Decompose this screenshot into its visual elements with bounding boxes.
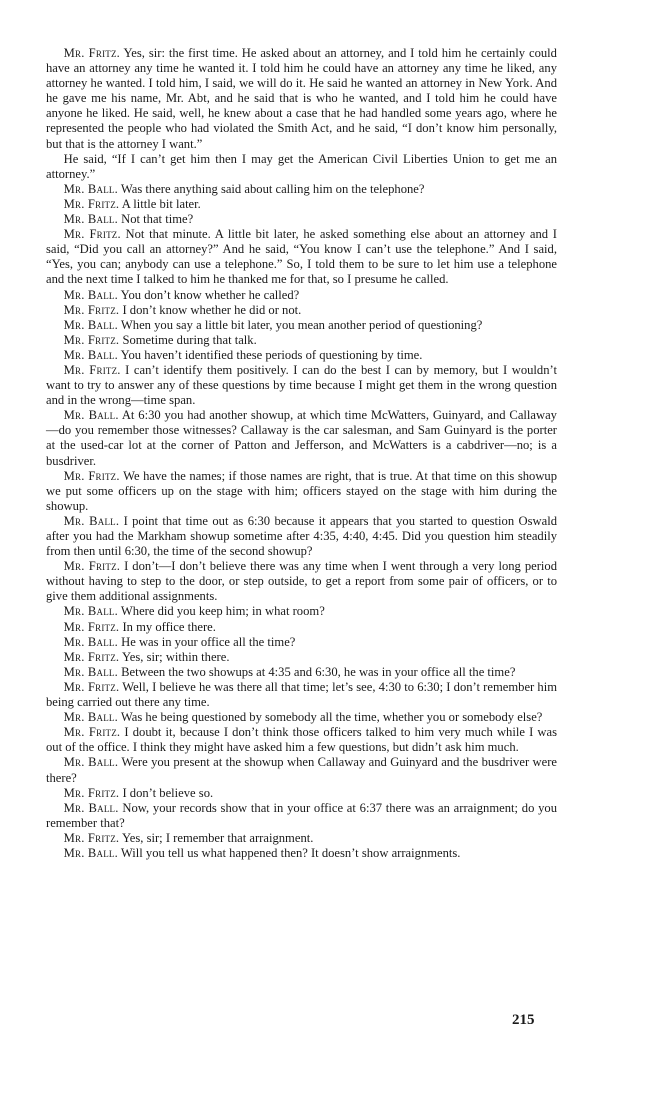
speaker-name: Mr. Fritz. xyxy=(63,362,121,377)
paragraph-text: Where did you keep him; in what room? xyxy=(120,604,325,619)
paragraph-text: Now, your records show that in your office at 6:37 there was an arraignment; do you remember that? xyxy=(46,800,558,830)
speaker-name: Mr. Fritz. xyxy=(63,196,120,211)
speaker-name: Mr. Ball. xyxy=(63,287,118,302)
paragraph-text: I don’t—I don’t believe there was any time when I went through a very long period without having to step to the door, or step outside, to get a report from some pair of officers, or to give them additional assignments. xyxy=(46,559,558,604)
testimony-paragraph xyxy=(46,227,557,287)
paragraph-text: When you say a little bit later, you mean another period of questioning? xyxy=(120,317,483,332)
testimony-paragraph xyxy=(46,318,557,333)
paragraph-text: Well, I believe he was there all that time; let’s see, 4:30 to 6:30; I don’t remember him being carried out there any time. xyxy=(46,679,558,710)
speaker-name: Mr. Ball. xyxy=(63,800,119,815)
testimony-paragraph xyxy=(46,786,557,801)
testimony-paragraph xyxy=(46,469,557,514)
testimony-paragraph xyxy=(46,831,557,846)
testimony-paragraph xyxy=(46,665,557,680)
testimony-paragraph xyxy=(46,514,557,559)
paragraph-text: In my office there. xyxy=(122,619,216,634)
speaker-name: Mr. Ball. xyxy=(63,710,118,725)
testimony-paragraph xyxy=(46,725,557,755)
speaker-name: Mr. Fritz. xyxy=(63,46,121,60)
testimony-paragraph xyxy=(46,46,557,152)
speaker-name: Mr. Ball. xyxy=(63,634,118,649)
testimony-paragraph xyxy=(46,152,557,182)
paragraph-text: I don’t believe so. xyxy=(122,785,214,800)
testimony-paragraph xyxy=(46,710,557,725)
paragraph-text: At 6:30 you had another showup, at which time McWatters, Guinyard, and Callaway—do you remember those witnesses? Callaway is the car salesman, and Sam Guinyard is the porter at the used-car lot at the corner of Patton and Jefferson, and McWatters is a cabdriver—no; is a busdriver. xyxy=(46,408,557,468)
testimony-paragraph xyxy=(46,288,557,303)
speaker-name: Mr. Ball. xyxy=(63,212,118,227)
paragraph-text: Will you tell us what happened then? It doesn’t show arraignments. xyxy=(120,845,461,860)
speaker-name: Mr. Fritz. xyxy=(63,332,120,347)
speaker-name: Mr. Ball. xyxy=(63,845,118,860)
paragraph-text: A little bit later. xyxy=(121,196,201,211)
testimony-paragraph xyxy=(46,197,557,212)
paragraph-text: Yes, sir: the first time. He asked about an attorney, and I told him he certainly could have an attorney any time he wanted it. I told him he could have an attorney any time he liked, any attorney he wanted. I told him, I said, we will do it. He said he wanted an attorney in New York. And he gave me his name, Mr. Abt, and he said that is who he wanted, and I told him he could have anyone he liked. He said, well, he knew about a case that he had handled some years ago, where he represented the people who had violated the Smith Act, and he said, “I don’t know him personally, but that is the attorney I want.” xyxy=(46,46,557,151)
testimony-paragraph xyxy=(46,182,557,197)
testimony-paragraph xyxy=(46,635,557,650)
speaker-name: Mr. Ball. xyxy=(63,664,118,679)
speaker-name: Mr. Fritz. xyxy=(63,302,120,317)
paragraph-text: Not that minute. A little bit later, he asked something else about an attorney and I said, “Did you call an attorney?” And he said, “You know I can’t use the telephone.” And I said, “Yes, you can; anybody can use a telephone.” So, I told them to be sure to let him use a telephone and the next time I talked to him he thanked me for that, so I presume he called. xyxy=(46,227,557,287)
speaker-name: Mr. Ball. xyxy=(63,513,120,528)
paragraph-text: Sometime during that talk. xyxy=(122,332,257,347)
speaker-name: Mr. Fritz. xyxy=(63,468,120,483)
paragraph-text: Was there anything said about calling him on the telephone? xyxy=(120,181,425,196)
speaker-name: Mr. Fritz. xyxy=(63,649,120,664)
testimony-paragraph xyxy=(46,755,557,785)
testimony-paragraph xyxy=(46,680,557,710)
paragraph-text: He was in your office all the time? xyxy=(121,634,296,649)
testimony-paragraph xyxy=(46,363,557,408)
page-number: 215 xyxy=(512,1012,535,1028)
speaker-name: Mr. Fritz. xyxy=(63,227,121,242)
testimony-paragraph xyxy=(46,333,557,348)
paragraph-text: I can’t identify them positively. I can do the best I can by memory, but I wouldn’t want to try to answer any of these questions by time because I might get them in the wrong question and in the wrong—time span. xyxy=(46,362,557,408)
speaker-name: Mr. Ball. xyxy=(63,181,118,196)
paragraph-text: Between the two showups at 4:35 and 6:30, he was in your office all the time? xyxy=(121,664,516,679)
testimony-paragraph xyxy=(46,559,557,604)
testimony-paragraph xyxy=(46,212,557,227)
testimony-paragraph xyxy=(46,604,557,619)
testimony-paragraph xyxy=(46,846,557,861)
paragraph-text: Yes, sir; within there. xyxy=(121,649,230,664)
testimony-page xyxy=(46,46,557,861)
speaker-name: Mr. Ball. xyxy=(63,347,118,362)
paragraph-text: I doubt it, because I don’t think those officers talked to him very much while I was out of the office. I think they might have asked him a few questions, but didn’t ask him much. xyxy=(46,725,557,755)
speaker-name: Mr. Fritz. xyxy=(63,619,120,634)
speaker-name: Mr. Ball. xyxy=(63,408,119,423)
testimony-paragraph xyxy=(46,348,557,363)
paragraph-text: He said, “If I can’t get him then I may get the American Civil Liberties Union to get me an attorney.” xyxy=(46,151,557,181)
speaker-name: Mr. Fritz. xyxy=(63,679,120,694)
paragraph-text: Not that time? xyxy=(121,212,194,227)
testimony-paragraph xyxy=(46,303,557,318)
paragraph-text: I point that time out as 6:30 because it appears that you started to question Oswald after you had the Markham showup sometime after 4:35, 4:40, 4:45. Did you question him steadily from then until 6:30, the time of the second showup? xyxy=(46,513,557,559)
paragraph-text: You haven’t identified these periods of questioning by time. xyxy=(120,347,423,362)
testimony-paragraph xyxy=(46,801,557,831)
speaker-name: Mr. Fritz. xyxy=(63,785,120,800)
testimony-paragraph xyxy=(46,650,557,665)
speaker-name: Mr. Fritz. xyxy=(63,559,121,574)
paragraph-text: I don’t know whether he did or not. xyxy=(122,302,302,317)
paragraph-text: Were you present at the showup when Callaway and Guinyard and the busdriver were there? xyxy=(46,755,558,785)
paragraph-text: We have the names; if those names are right, that is true. At that time on this showup we put some officers up on the stage with him; officers stayed on the stage with him during the showup. xyxy=(46,468,558,513)
paragraph-text: Was he being questioned by somebody all the time, whether you or somebody else? xyxy=(120,710,543,725)
paragraph-text: Yes, sir; I remember that arraignment. xyxy=(121,830,314,845)
speaker-name: Mr. Fritz. xyxy=(63,830,120,845)
speaker-name: Mr. Ball. xyxy=(63,604,118,619)
testimony-paragraph xyxy=(46,620,557,635)
speaker-name: Mr. Ball. xyxy=(63,317,118,332)
paragraph-text: You don’t know whether he called? xyxy=(120,287,300,302)
speaker-name: Mr. Fritz. xyxy=(63,725,121,740)
testimony-paragraph xyxy=(46,408,557,468)
speaker-name: Mr. Ball. xyxy=(63,755,119,770)
